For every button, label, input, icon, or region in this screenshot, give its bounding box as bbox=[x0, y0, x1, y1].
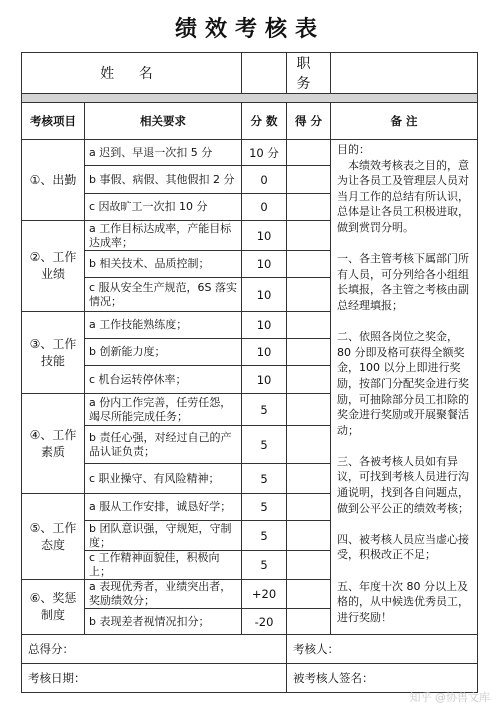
date-field[interactable] bbox=[22, 664, 287, 693]
watermark: 知乎 @协兽文库 bbox=[409, 691, 490, 704]
score-cell: 5 bbox=[242, 521, 287, 551]
score-cell: 5 bbox=[242, 551, 287, 580]
score-cell: 0 bbox=[242, 166, 287, 194]
got-score-cell[interactable] bbox=[287, 251, 331, 278]
got-score-cell[interactable] bbox=[287, 394, 331, 426]
info-row bbox=[22, 53, 478, 94]
category-label: ①、出勤 bbox=[22, 140, 85, 221]
category-label: ③、工作技能 bbox=[22, 312, 85, 394]
requirement-cell: b 相关技术、品质控制； bbox=[85, 251, 242, 278]
got-score-cell[interactable] bbox=[287, 278, 331, 312]
score-cell: 5 bbox=[242, 464, 287, 494]
score-cell: 5 bbox=[242, 494, 287, 521]
got-score-cell[interactable] bbox=[287, 221, 331, 251]
col-item: 考核项目 bbox=[22, 103, 85, 140]
category-label: ⑥、奖惩制度 bbox=[22, 580, 85, 635]
requirement-cell: c 服从安全生产规范，6S 落实情况； bbox=[85, 278, 242, 312]
score-cell: 0 bbox=[242, 194, 287, 221]
column-header-row bbox=[22, 103, 478, 140]
form-title: 绩效考核表 bbox=[174, 16, 325, 42]
got-score-cell[interactable] bbox=[287, 426, 331, 464]
col-score: 分 数 bbox=[242, 103, 287, 140]
got-score-cell[interactable] bbox=[287, 580, 331, 609]
assessor-label: 考核人： bbox=[293, 642, 340, 656]
requirement-cell: c 职业操守、有风险精神； bbox=[85, 464, 242, 494]
requirement-cell: c 机台运转停休率； bbox=[85, 366, 242, 394]
notes-paragraph: 三、各被考核人员如有异议，可找到考核人员进行沟通说明，找到各自问题点，做到公平公正的绩效考核； bbox=[337, 454, 470, 515]
requirement-cell: b 责任心强，对经过自己的产品认证负责； bbox=[85, 426, 242, 464]
requirement-cell: a 服从工作安排，诚恳好学； bbox=[85, 494, 242, 521]
requirement-cell: a 迟到、早退一次扣 5 分 bbox=[85, 140, 242, 166]
score-cell: 5 bbox=[242, 426, 287, 464]
score-cell: 10 bbox=[242, 278, 287, 312]
score-cell: 10 bbox=[242, 251, 287, 278]
notes-paragraph bbox=[337, 516, 471, 532]
notes-paragraph: 二、依照各岗位之奖金，80 分即及格可获得全额奖金，100 以分上即进行奖励，按部门分配奖金进行奖励，可抽除部分员工扣除的奖金进行奖励或开展聚餐活动； bbox=[337, 330, 470, 437]
requirement-cell: b 表现差者视情况扣分； bbox=[85, 609, 242, 635]
col-requirement: 相关要求 bbox=[85, 103, 242, 140]
requirement-cell: b 创新能力度； bbox=[85, 339, 242, 366]
requirement-cell: a 表现优秀者，业绩突出者，奖励绩效分； bbox=[85, 580, 242, 609]
col-got-score: 得 分 bbox=[287, 103, 331, 140]
got-score-cell[interactable] bbox=[287, 312, 331, 339]
position-label: 职 务 bbox=[287, 53, 331, 94]
notes-cell bbox=[331, 140, 478, 635]
category-label: ④、工作素质 bbox=[22, 394, 85, 494]
notes-paragraph bbox=[337, 438, 471, 454]
got-score-cell[interactable] bbox=[287, 166, 331, 194]
got-score-cell[interactable] bbox=[287, 366, 331, 394]
requirement-cell: b 团队意识强，守规矩，守制度； bbox=[85, 521, 242, 551]
got-score-cell[interactable] bbox=[287, 521, 331, 551]
notes-paragraph bbox=[337, 236, 471, 252]
got-score-cell[interactable] bbox=[287, 140, 331, 166]
got-score-cell[interactable] bbox=[287, 464, 331, 494]
notes-paragraph: 目的： bbox=[337, 143, 371, 156]
requirement-cell: a 工作目标达成率，产能目标达成率； bbox=[85, 221, 242, 251]
notes-paragraph bbox=[337, 563, 471, 579]
notes-paragraph bbox=[337, 314, 471, 330]
position-field[interactable] bbox=[331, 53, 478, 94]
score-cell: +20 bbox=[242, 580, 287, 609]
appraisal-table bbox=[21, 52, 478, 693]
date-label: 考核日期： bbox=[28, 671, 86, 685]
got-score-cell[interactable] bbox=[287, 339, 331, 366]
got-score-cell[interactable] bbox=[287, 494, 331, 521]
score-cell: 10 bbox=[242, 221, 287, 251]
score-cell: 10 bbox=[242, 312, 287, 339]
requirement-cell: a 份内工作完善，任劳任怨，竭尽所能完成任务； bbox=[85, 394, 242, 426]
name-field[interactable] bbox=[242, 53, 287, 94]
notes-paragraph: 四、被考核人员应当虚心接受，积极改正不足； bbox=[337, 532, 470, 562]
requirement-cell: c 工作精神面貌佳，积极向上； bbox=[85, 551, 242, 580]
category-label: ⑤、工作态度 bbox=[22, 494, 85, 580]
total-score-field[interactable] bbox=[22, 635, 287, 664]
criteria-row bbox=[22, 140, 478, 166]
requirement-cell: a 工作技能熟练度； bbox=[85, 312, 242, 339]
signature-label: 被考核人签名： bbox=[293, 671, 374, 685]
requirement-cell: c 因故旷工一次扣 10 分 bbox=[85, 194, 242, 221]
notes-paragraph: 五、年度十次 80 分以上及格的，从中候选优秀员工，进行奖励！ bbox=[337, 579, 470, 624]
score-cell: 5 bbox=[242, 394, 287, 426]
assessor-field[interactable] bbox=[287, 635, 478, 664]
score-cell: 10 分 bbox=[242, 140, 287, 166]
requirement-cell: b 事假、病假、其他假扣 2 分 bbox=[85, 166, 242, 194]
got-score-cell[interactable] bbox=[287, 551, 331, 580]
footer-row-total bbox=[22, 635, 478, 664]
got-score-cell[interactable] bbox=[287, 609, 331, 635]
score-cell: -20 bbox=[242, 609, 287, 635]
got-score-cell[interactable] bbox=[287, 194, 331, 221]
score-cell: 10 bbox=[242, 339, 287, 366]
col-notes: 备 注 bbox=[331, 103, 478, 140]
total-score-label: 总得分： bbox=[28, 642, 74, 656]
notes-paragraph: 本绩效考核表之目的，意为让各员工及管理层人员对当月工作的总结有所认识，总体是让各员工积极进取，做到赏罚分明。 bbox=[337, 158, 470, 234]
category-label: ②、工作业绩 bbox=[22, 221, 85, 312]
notes-paragraph: 一、各主管考核下属部门所有人员，可分列给各小组组长填报，各主管之考核由副总经理填报； bbox=[337, 252, 470, 312]
score-cell: 10 bbox=[242, 366, 287, 394]
separator-band bbox=[22, 94, 478, 103]
name-label: 姓 名 bbox=[22, 53, 242, 94]
